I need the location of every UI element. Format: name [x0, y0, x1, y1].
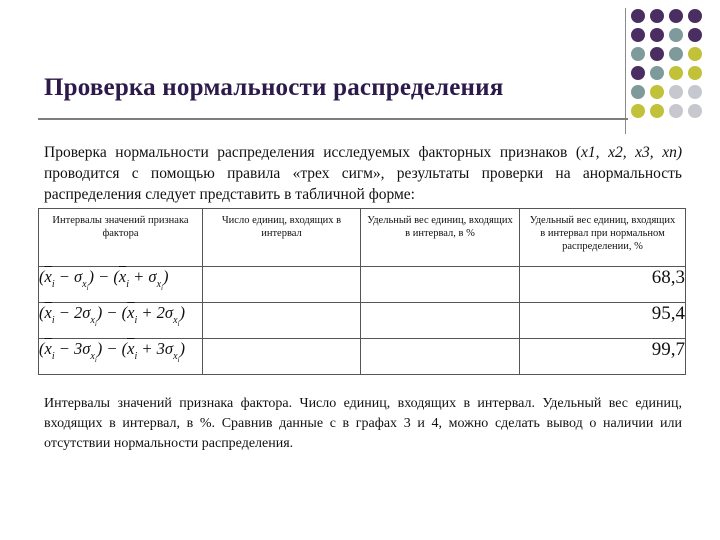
decorative-dot [669, 28, 683, 42]
decorative-dot [669, 85, 683, 99]
table-row [39, 303, 686, 339]
table-row [39, 339, 686, 375]
decorative-dot [650, 66, 664, 80]
slide-title: Проверка нормальности распределения [44, 74, 504, 101]
normality-table [38, 208, 686, 375]
decorative-dot [688, 47, 702, 61]
vertical-divider [625, 8, 626, 134]
decorative-dot [650, 47, 664, 61]
header-intervals: Интервалы значений признака фактора [39, 209, 203, 267]
decorative-dot [631, 85, 645, 99]
decorative-dot [631, 9, 645, 23]
decorative-dot [688, 66, 702, 80]
decorative-dot [688, 28, 702, 42]
normal-share-value: 95,4 [520, 303, 686, 339]
decorative-dot [688, 85, 702, 99]
interval-formula: $(\overline{x}_i - 2\sigma_{x_i}) - (\overline{x}_i + 2\sigma_{x_i})$ [39, 303, 203, 339]
header-normal-share: Удельный вес единиц, входящих в интервал при нормальном распределении, % [520, 209, 686, 267]
decorative-dot [669, 66, 683, 80]
decorative-dot [688, 9, 702, 23]
decorative-dot [650, 85, 664, 99]
decorative-dot [650, 28, 664, 42]
table-row [39, 267, 686, 303]
header-share: Удельный вес единиц, входящих в интервал, в % [361, 209, 520, 267]
normal-share-value: 68,3 [520, 267, 686, 303]
count-cell [203, 267, 361, 303]
normal-share-value: 99,7 [520, 339, 686, 375]
share-cell [361, 267, 520, 303]
interval-formula: $(\overline{x}_i - \sigma_{x_i}) - (\overline{x}_i + \sigma_{x_i})$ [39, 267, 203, 303]
intro-text-2: проводится с помощью правила «трех сигм», результаты проверки на анормальность распределения следует представить в табличной форме: [44, 165, 682, 203]
decorative-dot [688, 104, 702, 118]
decorative-dot [669, 47, 683, 61]
decorative-dot [631, 104, 645, 118]
conclusion-paragraph: Интервалы значений признака фактора. Число единиц, входящих в интервал. Удельный вес единиц, входящих в интервал, в %. Сравнив данные с в графах 3 и 4, можно сделать вывод о наличии или отсутствии нормальности распределения. [44, 396, 682, 451]
count-cell [203, 303, 361, 339]
title-underline [38, 118, 628, 120]
share-cell [361, 339, 520, 375]
decorative-dot [631, 28, 645, 42]
decorative-dot [650, 9, 664, 23]
decorative-dot [669, 104, 683, 118]
decorative-dot [631, 66, 645, 80]
intro-variables: x1, x2, x3, xn) [581, 144, 682, 161]
interval-formula: $(\overline{x}_i - 3\sigma_{x_i}) - (\overline{x}_i + 3\sigma_{x_i})$ [39, 339, 203, 375]
header-count: Число единиц, входящих в интервал [203, 209, 361, 267]
decorative-dot [669, 9, 683, 23]
decorative-dot [631, 47, 645, 61]
intro-paragraph [44, 142, 682, 205]
count-cell [203, 339, 361, 375]
intro-text-1: Проверка нормальности распределения исследуемых факторных признаков ( [44, 144, 582, 161]
decorative-dot [650, 104, 664, 118]
share-cell [361, 303, 520, 339]
